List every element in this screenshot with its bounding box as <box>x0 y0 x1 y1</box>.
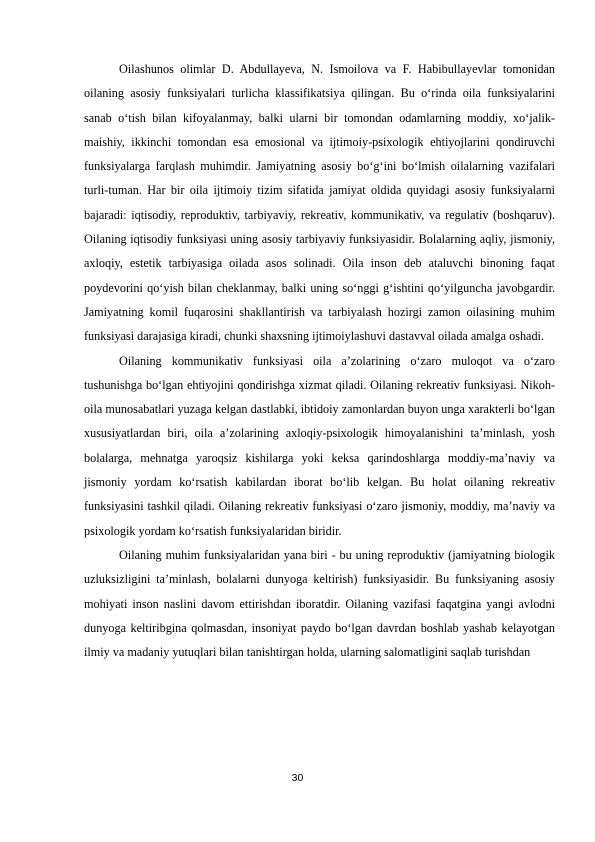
page-number: 30 <box>291 772 304 784</box>
paragraph-family-functions-classification: Oilashunos olimlar D. Abdullayeva, N. Ismoilova va F. Habibullayevlar tomonidan oilaning asosiy funksiyalari turlicha klassifikatsiya qilingan. Bu o‘rinda oila funksiyalarini sanab o‘tish bilan kifoyalanmay, balki ularni bir tomondan odamlarning moddiy, xo‘jalik-maishiy, ikkinchi tomondan esa emosional va ijtimoiy-psixologik ehtiyojlarini qondiruvchi funksiyalarga farqlash muhimdir. Jamiyatning asosiy bo‘g‘ini bo‘lmish oilalarning vazifalari turli-tuman. Har bir oila ijtimoiy tizim sifatida jamiyat oldida quyidagi asosiy funksiyalarni bajaradi: iqtisodiy, reproduktiv, tarbiyaviy, rekreativ, kommunikativ, va regulativ (boshqaruv). Oilaning iqtisodiy funksiyasi uning asosiy tarbiyaviy funksiyasidir. Bolalarning aqliy, jismoniy, axloqiy, estetik tarbiyasiga oilada asos solinadi. Oila inson deb ataluvchi binoning faqat poydevorini qo‘yish bilan cheklanmay, balki uning so‘nggi g‘ishtini qo‘yilguncha javobgardir. Jamiyatning komil fuqarosini shakllantirish va tarbiyalash hozirgi zamon oilasining muhim funksiyasi darajasiga kiradi, chunki shaxsning ijtimoiylashuvi dastavval oilada amalga oshadi. <box>84 62 555 344</box>
paragraph-reproductive-function: Oilaning muhim funksiyalaridan yana biri - bu uning reproduktiv (jamiyatning biologik uzluksizligini ta’minlash, bolalarni dunyoga keltirish) funksiyasidir. Bu funksiyaning asosiy mohiyati inson naslini davom ettirishdan iboratdir. Oilaning vazifasi faqatgina yangi avlodni dunyoga keltiribgina qolmasdan, insoniyat paydo bo‘lgan davrdan boshlab yashab kelayotgan ilmiy va madaniy yutuqlari bilan tanishtirgan holda, ularning salomatligini saqlab turishdan <box>84 547 555 660</box>
body-text <box>84 57 555 664</box>
paragraph-communicative-recreative-function: Oilaning kommunikativ funksiyasi oila a’zolarining o‘zaro muloqot va o‘zaro tushunishga bo‘lgan ehtiyojini qondirishga xizmat qiladi. Oilaning rekreativ funksiyasi. Nikoh-oila munosabatlari yuzaga kelgan dastlabki, ibtidoiy zamonlardan buyon unga xarakterli bo‘lgan xususiyatlardan biri, oila a’zolarining axloqiy-psixologik himoyalanishini ta’minlash, yosh bolalarga, mehnatga yaroqsiz kishilarga yoki keksa qarindoshlarga moddiy-ma’naviy va jismoniy yordam ko‘rsatish kabilardan iborat bo‘lib kelgan. Bu holat oilaning rekreativ funksiyasini tashkil qiladi. Oilaning rekreativ funksiyasi o‘zaro jismoniy, moddiy, ma’naviy va psixologik yordam ko‘rsatish funksiyalaridan biridir. <box>84 353 555 538</box>
